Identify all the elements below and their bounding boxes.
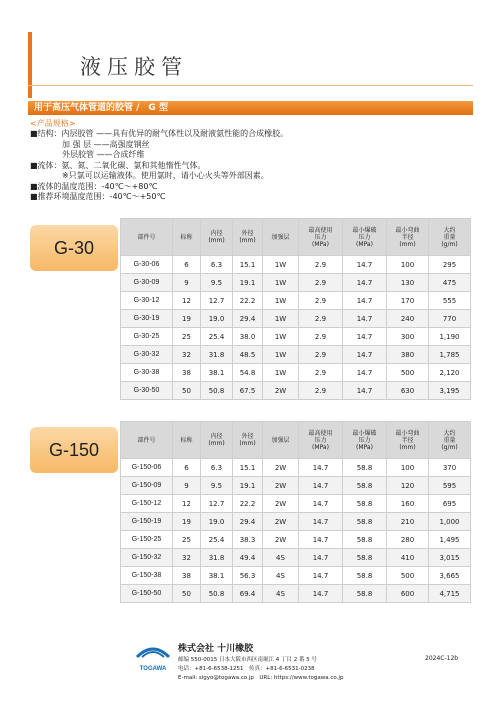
- table-body-g30: [121, 256, 471, 400]
- table-cell: 1W: [263, 310, 299, 328]
- table-cell: 19: [173, 310, 201, 328]
- table-row: [121, 549, 471, 567]
- table-cell: 58.8: [343, 585, 387, 603]
- table-cell: 2.9: [299, 274, 343, 292]
- table-row: [121, 459, 471, 477]
- column-header: 最小弯曲 半径 (mm): [387, 219, 429, 256]
- table-row: [121, 585, 471, 603]
- table-cell: 58.8: [343, 531, 387, 549]
- table-cell: 1W: [263, 256, 299, 274]
- table-cell: 14.7: [299, 477, 343, 495]
- column-header: 加强层: [263, 219, 299, 256]
- table-cell: 31.8: [201, 549, 233, 567]
- table-cell: 38: [173, 364, 201, 382]
- table-cell: 4S: [263, 549, 299, 567]
- table-cell: 14.7: [343, 328, 387, 346]
- table-cell: 58.8: [343, 477, 387, 495]
- table-cell: 12.7: [201, 495, 233, 513]
- table-cell: 58.8: [343, 513, 387, 531]
- product-label-g30: G-30: [30, 225, 118, 271]
- table-cell: 50: [173, 585, 201, 603]
- column-header: 最小爆破 压力 (MPa): [343, 422, 387, 459]
- table-cell: 1W: [263, 292, 299, 310]
- table-cell: 56.3: [233, 567, 263, 585]
- table-cell: 14.7: [343, 310, 387, 328]
- table-cell: 770: [429, 310, 471, 328]
- table-cell: 9: [173, 477, 201, 495]
- table-cell: 38.1: [201, 567, 233, 585]
- table-cell: 12.7: [201, 292, 233, 310]
- table-cell: 14.7: [343, 292, 387, 310]
- table-row: [121, 256, 471, 274]
- product-label-g150: G-150: [30, 427, 118, 473]
- table-cell: 295: [429, 256, 471, 274]
- table-cell: 14.7: [299, 459, 343, 477]
- table-cell: 6.3: [201, 459, 233, 477]
- table-cell: 29.4: [233, 310, 263, 328]
- table-cell: 9: [173, 274, 201, 292]
- table-cell: 4,715: [429, 585, 471, 603]
- table-cell: 32: [173, 346, 201, 364]
- table-cell: 6.3: [201, 256, 233, 274]
- table-cell: 100: [387, 256, 429, 274]
- table-cell: 14.7: [299, 513, 343, 531]
- table-cell: 3,015: [429, 549, 471, 567]
- table-cell: 19: [173, 513, 201, 531]
- table-cell: 14.7: [299, 585, 343, 603]
- table-cell: 69.4: [233, 585, 263, 603]
- table-cell: 380: [387, 346, 429, 364]
- table-cell: 50: [173, 382, 201, 400]
- table-cell: 9.5: [201, 477, 233, 495]
- table-cell: 120: [387, 477, 429, 495]
- table-cell: 19.0: [201, 513, 233, 531]
- table-cell: 2.9: [299, 310, 343, 328]
- logo-text: TOGAWA: [139, 666, 167, 672]
- column-header: 大约 重量 (g/m): [429, 422, 471, 459]
- table-cell: 4S: [263, 567, 299, 585]
- table-cell: 38.1: [201, 364, 233, 382]
- part-number-cell: G-30-25: [121, 328, 173, 346]
- spec-list: [30, 129, 288, 203]
- table-cell: 240: [387, 310, 429, 328]
- table-cell: 2W: [263, 495, 299, 513]
- company-address: 邮编 550-0015 日本大阪市西区南堀江 4 丁目 2 番 5 号: [178, 657, 317, 663]
- table-cell: 2.9: [299, 364, 343, 382]
- table-cell: 2W: [263, 459, 299, 477]
- table-cell: 595: [429, 477, 471, 495]
- part-number-cell: G-30-12: [121, 292, 173, 310]
- title-divider: [28, 85, 473, 86]
- table-cell: 170: [387, 292, 429, 310]
- column-header: 内径 (mm): [201, 219, 233, 256]
- column-header: 加强层: [263, 422, 299, 459]
- spec-line: ■结构：内层胶管 ——具有优异的耐气体性以及耐液氨性能的合成橡胶。: [30, 129, 289, 138]
- section-banner: 用于高压气体管道的胶管 / G 型: [28, 101, 473, 115]
- table-cell: 370: [429, 459, 471, 477]
- part-number-cell: G-30-06: [121, 256, 173, 274]
- column-header: 标称: [173, 422, 201, 459]
- part-number-cell: G-150-32: [121, 549, 173, 567]
- table-cell: 15.1: [233, 256, 263, 274]
- spec-table-g30: [120, 218, 471, 400]
- table-cell: 630: [387, 382, 429, 400]
- part-number-cell: G-30-50: [121, 382, 173, 400]
- table-cell: 2W: [263, 382, 299, 400]
- page-title: 液压胶管: [80, 55, 188, 79]
- document-number: 2024C-12b: [425, 655, 459, 662]
- table-row: [121, 346, 471, 364]
- column-header: 标称: [173, 219, 201, 256]
- table-cell: 1,495: [429, 531, 471, 549]
- spec-table-g150: [120, 421, 471, 603]
- table-cell: 100: [387, 459, 429, 477]
- table-row: [121, 274, 471, 292]
- table-cell: 50.8: [201, 585, 233, 603]
- spec-line: 外层胶管 ——合成纤维: [30, 150, 145, 159]
- spec-line: ■流体：氨、氮、二氧化碳、氯和其他惰性气体。: [30, 160, 206, 170]
- column-header: 部件号: [121, 422, 173, 459]
- company-email: E-mail: sigyo@togawa.co.jp URL: https://www.togawa.co.jp: [178, 675, 344, 681]
- table-cell: 1,785: [429, 346, 471, 364]
- table-cell: 25.4: [201, 328, 233, 346]
- table-cell: 410: [387, 549, 429, 567]
- table-row: [121, 495, 471, 513]
- table-cell: 1,190: [429, 328, 471, 346]
- table-cell: 29.4: [233, 513, 263, 531]
- table-cell: 58.8: [343, 459, 387, 477]
- table-cell: 49.4: [233, 549, 263, 567]
- table-row: [121, 364, 471, 382]
- table-cell: 475: [429, 274, 471, 292]
- part-number-cell: G-150-19: [121, 513, 173, 531]
- column-header: 大约 重量 (g/m): [429, 219, 471, 256]
- column-header: 内径 (mm): [201, 422, 233, 459]
- company-name: 株式会社 十川橡胶: [178, 644, 254, 654]
- table-cell: 19.0: [201, 310, 233, 328]
- table-row: [121, 328, 471, 346]
- table-cell: 25: [173, 531, 201, 549]
- table-cell: 12: [173, 495, 201, 513]
- table-cell: 2W: [263, 477, 299, 495]
- table-cell: 14.7: [343, 382, 387, 400]
- table-cell: 1W: [263, 328, 299, 346]
- part-number-cell: G-150-09: [121, 477, 173, 495]
- table-cell: 14.7: [299, 549, 343, 567]
- table-cell: 555: [429, 292, 471, 310]
- table-cell: 6: [173, 256, 201, 274]
- part-number-cell: G-30-09: [121, 274, 173, 292]
- column-header: 最高使用 压力 (MPa): [299, 219, 343, 256]
- table-cell: 6: [173, 459, 201, 477]
- table-cell: 1W: [263, 346, 299, 364]
- table-cell: 1,000: [429, 513, 471, 531]
- table-cell: 48.5: [233, 346, 263, 364]
- column-header: 最小弯曲 半径 (mm): [387, 422, 429, 459]
- table-body-g150: [121, 459, 471, 603]
- table-cell: 210: [387, 513, 429, 531]
- part-number-cell: G-150-12: [121, 495, 173, 513]
- table-row: [121, 310, 471, 328]
- table-cell: 695: [429, 495, 471, 513]
- part-number-cell: G-150-50: [121, 585, 173, 603]
- table-cell: 4S: [263, 585, 299, 603]
- spec-line: ※只氯可以运输液体。使用氯时，请小心火头等外部因素。: [30, 171, 269, 180]
- table-cell: 14.7: [343, 364, 387, 382]
- table-cell: 14.7: [343, 274, 387, 292]
- spec-line: ■流体的温度范围：-40℃～+80℃: [30, 181, 158, 191]
- part-number-cell: G-150-25: [121, 531, 173, 549]
- table-cell: 1W: [263, 274, 299, 292]
- togawa-logo-icon: [133, 643, 173, 673]
- table-cell: 14.7: [343, 256, 387, 274]
- table-cell: 19.1: [233, 274, 263, 292]
- table-cell: 160: [387, 495, 429, 513]
- table-cell: 25: [173, 328, 201, 346]
- part-number-cell: G-30-32: [121, 346, 173, 364]
- spec-line: ■推荐环境温度范围：-40℃～+50℃: [30, 192, 166, 201]
- table-row: [121, 292, 471, 310]
- table-cell: 22.2: [233, 292, 263, 310]
- table-cell: 130: [387, 274, 429, 292]
- table-cell: 3,195: [429, 382, 471, 400]
- table-cell: 2.9: [299, 256, 343, 274]
- table-cell: 280: [387, 531, 429, 549]
- company-phone: 电话：+81-6-6538-1251 传真：+81-6-6531-0238: [178, 666, 315, 672]
- table-cell: 500: [387, 567, 429, 585]
- table-cell: 54.8: [233, 364, 263, 382]
- part-number-cell: G-30-19: [121, 310, 173, 328]
- table-cell: 500: [387, 364, 429, 382]
- column-header: 部件号: [121, 219, 173, 256]
- table-cell: 3,665: [429, 567, 471, 585]
- table-cell: 50.8: [201, 382, 233, 400]
- title-accent-bar: [28, 32, 32, 98]
- table-cell: 14.7: [299, 531, 343, 549]
- table-cell: 300: [387, 328, 429, 346]
- column-header: 外径 (mm): [233, 422, 263, 459]
- table-row: [121, 531, 471, 549]
- part-number-cell: G-30-38: [121, 364, 173, 382]
- table-cell: 14.7: [299, 567, 343, 585]
- table-cell: 31.8: [201, 346, 233, 364]
- table-cell: 22.2: [233, 495, 263, 513]
- table-cell: 14.7: [299, 495, 343, 513]
- table-cell: 19.1: [233, 477, 263, 495]
- column-header: 最高使用 压力 (MPa): [299, 422, 343, 459]
- table-header-row: [121, 219, 471, 256]
- table-cell: 12: [173, 292, 201, 310]
- table-cell: 600: [387, 585, 429, 603]
- table-cell: 15.1: [233, 459, 263, 477]
- table-header-row: [121, 422, 471, 459]
- table-cell: 2.9: [299, 346, 343, 364]
- table-row: [121, 382, 471, 400]
- part-number-cell: G-150-06: [121, 459, 173, 477]
- table-cell: 2.9: [299, 328, 343, 346]
- column-header: 最小爆破 压力 (MPa): [343, 219, 387, 256]
- table-row: [121, 567, 471, 585]
- table-row: [121, 513, 471, 531]
- table-cell: 58.8: [343, 549, 387, 567]
- table-cell: 9.5: [201, 274, 233, 292]
- spec-heading: <产品规格>: [30, 119, 76, 128]
- part-number-cell: G-150-38: [121, 567, 173, 585]
- table-cell: 38: [173, 567, 201, 585]
- table-cell: 2.9: [299, 292, 343, 310]
- spec-line: 加 强 层 ——高强度钢丝: [30, 139, 150, 149]
- table-cell: 32: [173, 549, 201, 567]
- table-cell: 38.0: [233, 328, 263, 346]
- table-row: [121, 477, 471, 495]
- table-cell: 25.4: [201, 531, 233, 549]
- table-cell: 14.7: [343, 346, 387, 364]
- table-cell: 2W: [263, 531, 299, 549]
- table-cell: 2.9: [299, 382, 343, 400]
- column-header: 外径 (mm): [233, 219, 263, 256]
- table-cell: 1W: [263, 364, 299, 382]
- table-cell: 2W: [263, 513, 299, 531]
- table-cell: 58.8: [343, 567, 387, 585]
- table-cell: 38.3: [233, 531, 263, 549]
- table-cell: 58.8: [343, 495, 387, 513]
- table-cell: 67.5: [233, 382, 263, 400]
- table-cell: 2,120: [429, 364, 471, 382]
